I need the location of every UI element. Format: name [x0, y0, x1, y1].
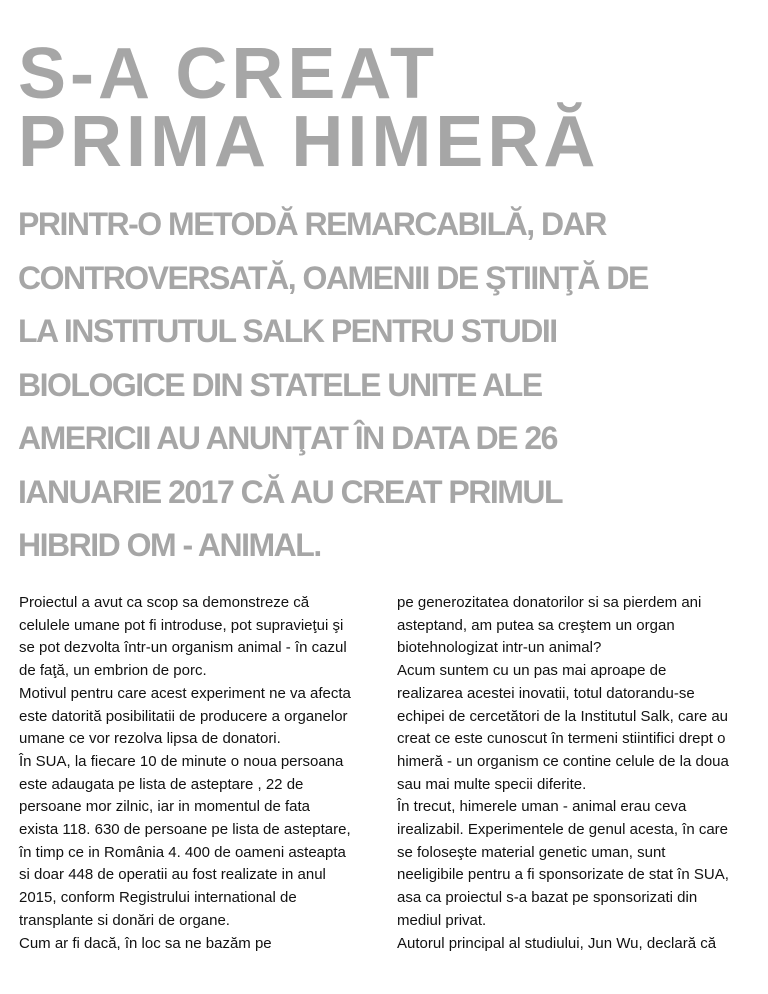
- body-line: sau mai multe specii diferite.: [397, 775, 587, 793]
- lead-line: PRINTR-O METODĂ REMARCABILĂ, DAR: [18, 206, 606, 242]
- body-line: umane ce vor rezolva lipsa de donatori.: [19, 730, 281, 748]
- body-line: creat ce este cunoscut în termeni stiintifici drept o: [397, 730, 726, 748]
- body-line: neeligibile pentru a fi sponsorizate de stat în SUA,: [397, 866, 729, 884]
- lead-line: BIOLOGICE DIN STATELE UNITE ALE: [18, 366, 542, 403]
- body-line: persoane mor zilnic, iar in momentul de fata: [19, 798, 310, 816]
- lead-line: IANUARIE 2017 CĂ AU CREAT PRIMUL: [18, 473, 563, 510]
- body-line: si doar 448 de operatii au fost realizate in anul: [19, 866, 326, 884]
- lead-line: LA INSTITUTUL SALK PENTRU STUDII: [18, 313, 557, 349]
- body-line: pe generozitatea donatorilor si sa pierdem ani: [397, 594, 702, 611]
- body-line: se foloseşte material genetic uman, sunt: [397, 843, 666, 861]
- body-line: de faţă, un embrion de porc.: [19, 662, 207, 680]
- body-column-right: [397, 592, 729, 955]
- body-line: este adaugata pe lista de asteptare , 22 de: [19, 775, 304, 793]
- body-line: himeră - un organism ce contine celule de la doua: [397, 752, 729, 770]
- lead-line: AMERICII AU ANUNŢAT ÎN DATA DE 26: [18, 420, 557, 456]
- body-line: Cum ar fi dacă, în loc sa ne bazăm pe: [19, 934, 272, 952]
- body-line: 2015, conform Registrului international de: [19, 889, 297, 907]
- body-line: Acum suntem cu un pas mai aproape de: [397, 662, 667, 680]
- body-line: exista 118. 630 de persoane pe lista de asteptare,: [19, 821, 351, 839]
- title-line: PRIMA HIMERĂ: [18, 102, 600, 182]
- body-line: asteptand, am putea sa creştem un organ: [397, 616, 675, 634]
- body-line: transplante si donări de organe.: [19, 911, 230, 929]
- body-line: Proiectul a avut ca scop sa demonstreze că: [19, 594, 310, 611]
- body-line: echipei de cercetători de la Institutul Salk, care au: [397, 707, 729, 725]
- body-line: În trecut, himerele uman - animal erau ceva: [397, 798, 687, 816]
- body-line: mediul privat.: [397, 911, 487, 929]
- body-column-left: [19, 592, 351, 955]
- article-title: [18, 34, 600, 182]
- lead-line: CONTROVERSATĂ, OAMENII DE ŞTIINŢĂ DE: [18, 259, 648, 296]
- body-line: celulele umane pot fi introduse, pot supravieţui şi: [19, 616, 344, 634]
- body-line: Motivul pentru care acest experiment ne va afecta: [19, 684, 351, 702]
- article-lead: [18, 198, 748, 573]
- body-line: este datorită posibilitatii de producere a organelor: [19, 707, 348, 725]
- body-line: în timp ce in România 4. 400 de oameni asteapta: [19, 843, 346, 861]
- title-line: S-A CREAT: [18, 34, 438, 114]
- body-line: biotehnologizat intr-un animal?: [397, 639, 602, 657]
- body-line: Autorul principal al studiului, Jun Wu, declară că: [397, 934, 717, 952]
- body-line: asa ca proiectul s-a bazat pe sponsorizati din: [397, 889, 698, 907]
- body-line: irealizabil. Experimentele de genul acesta, în care: [397, 821, 729, 839]
- lead-line: HIBRID OM - ANIMAL.: [18, 527, 321, 563]
- body-line: se pot dezvolta într-un organism animal - în cazul: [19, 639, 347, 657]
- body-line: În SUA, la fiecare 10 de minute o noua persoana: [19, 752, 344, 770]
- body-line: realizarea acestei inovatii, totul datorandu-se: [397, 684, 695, 702]
